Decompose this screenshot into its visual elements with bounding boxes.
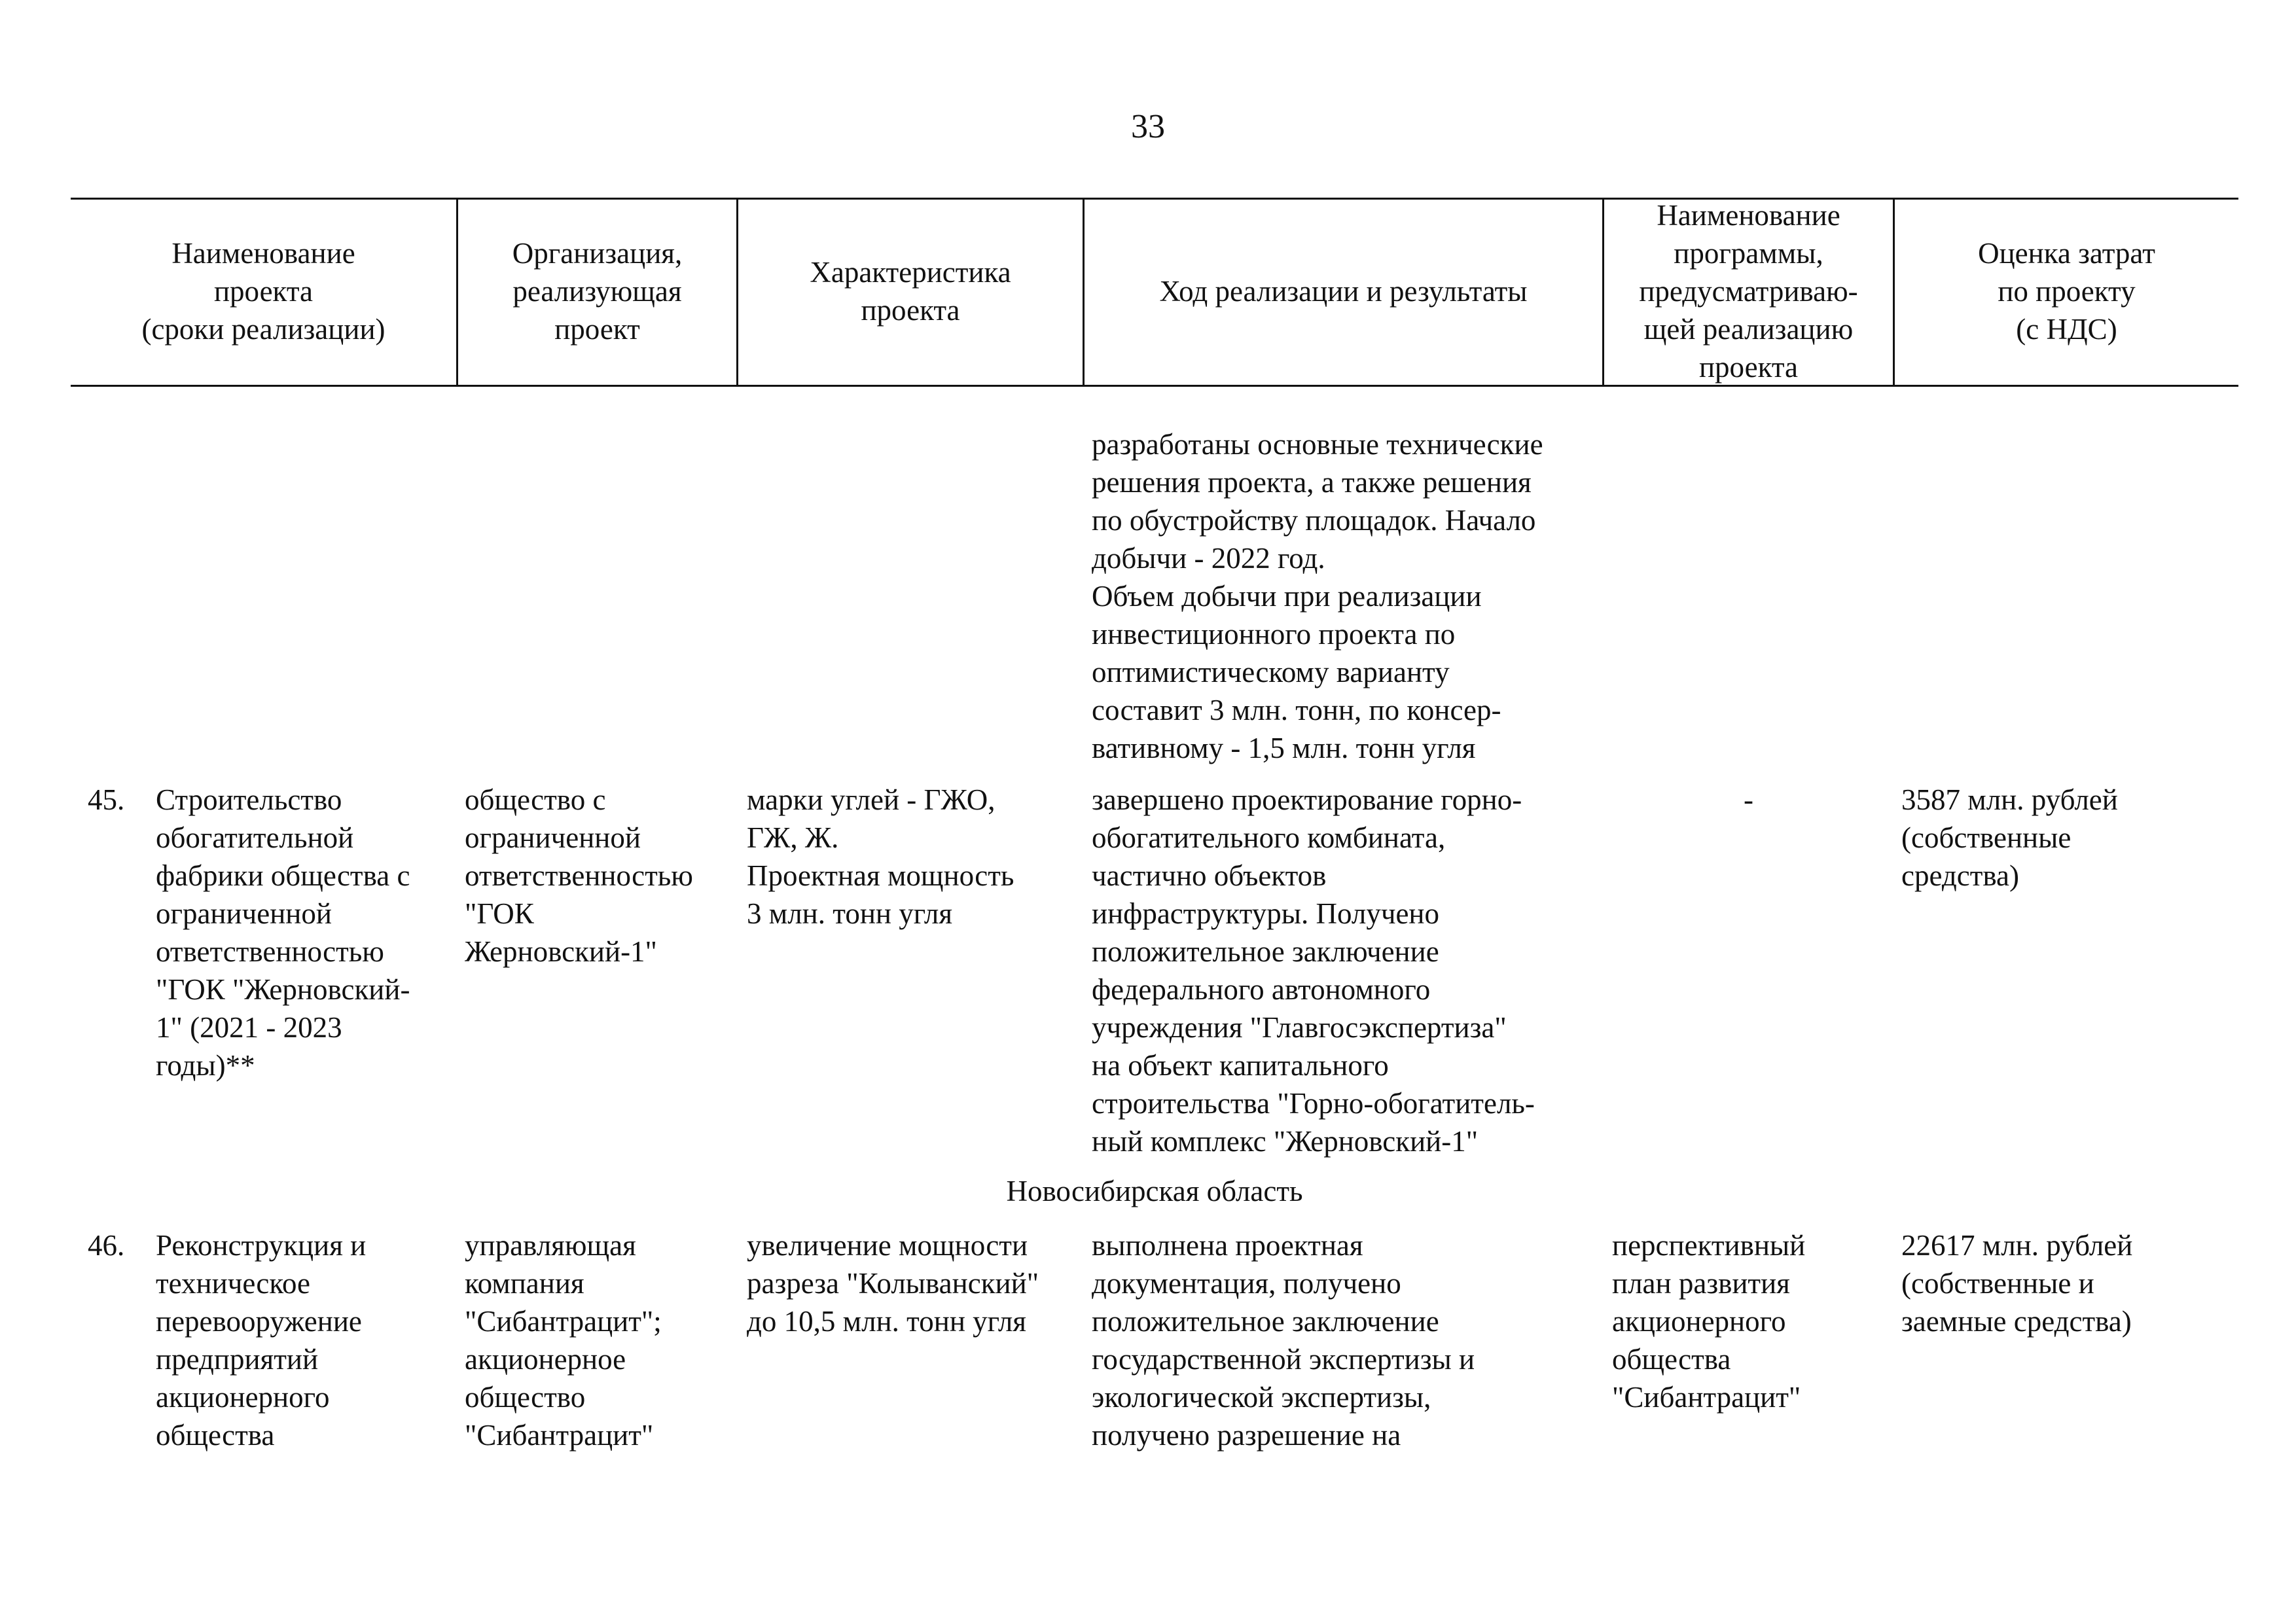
row-characteristic: увеличение мощности разреза "Колыванский" до 10,5 млн. тонн угля <box>747 1229 1039 1338</box>
row-progress: завершено проектирование горно- обогатительного комбината, частично объектов инфраструктуры. Получено положительное заключение федерального автономного учреждения "Главгосэкспертиза" на объект капитального строительства "Горно-обогатитель- ный комплекс "Жерновский-1" <box>1092 783 1535 1158</box>
header-organization: Организация, реализующая проект <box>512 237 683 346</box>
row-number: 46. <box>88 1229 125 1262</box>
continuation-progress: разработаны основные технические решения проекта, а также решения по обустройству площадок. Начало добычи - 2022 год. Объем добычи при реализации инвестиционного проекта по оптимистическому варианту составит 3 млн. тонн, по консер- вативному - 1,5 млн. тонн угля <box>1092 428 1543 764</box>
row-organization: управляющая компания "Сибантрацит"; акционерное общество "Сибантрацит" <box>465 1229 662 1452</box>
header-bottom-rule <box>71 385 2238 387</box>
header-project-name: Наименование проекта (сроки реализации) <box>141 237 386 346</box>
row-program: - <box>1744 783 1753 816</box>
header-characteristic: Характеристика проекта <box>810 256 1011 327</box>
page-number: 33 <box>1131 108 1165 145</box>
header-program: Наименование программы, предусматриваю- щей реализацию проекта <box>1639 199 1858 383</box>
row-characteristic: марки углей - ГЖО, ГЖ, Ж. Проектная мощность 3 млн. тонн угля <box>747 783 1014 930</box>
row-cost: 3587 млн. рублей (собственные средства) <box>1901 783 2118 892</box>
row-project: Строительство обогатительной фабрики общества с ограниченной ответственностью "ГОК "Жерновский- 1" (2021 - 2023 годы)** <box>156 783 410 1082</box>
row-number: 45. <box>88 783 125 816</box>
row-organization: общество с ограниченной ответственностью "ГОК Жерновский-1" <box>465 783 693 968</box>
row-cost: 22617 млн. рублей (собственные и заемные средства) <box>1901 1229 2133 1338</box>
row-progress: выполнена проектная документация, получено положительное заключение государственной экспертизы и экологической экспертизы, получено разрешение на <box>1092 1229 1475 1452</box>
row-project: Реконструкция и техническое перевооружение предприятий акционерного общества <box>156 1229 367 1452</box>
row-program: перспективный план развития акционерного общества "Сибантрацит" <box>1612 1229 1806 1414</box>
header-progress: Ход реализации и результаты <box>1159 275 1528 308</box>
header-cost: Оценка затрат по проекту (с НДС) <box>1978 237 2155 346</box>
region-heading: Новосибирская область <box>1006 1175 1303 1207</box>
